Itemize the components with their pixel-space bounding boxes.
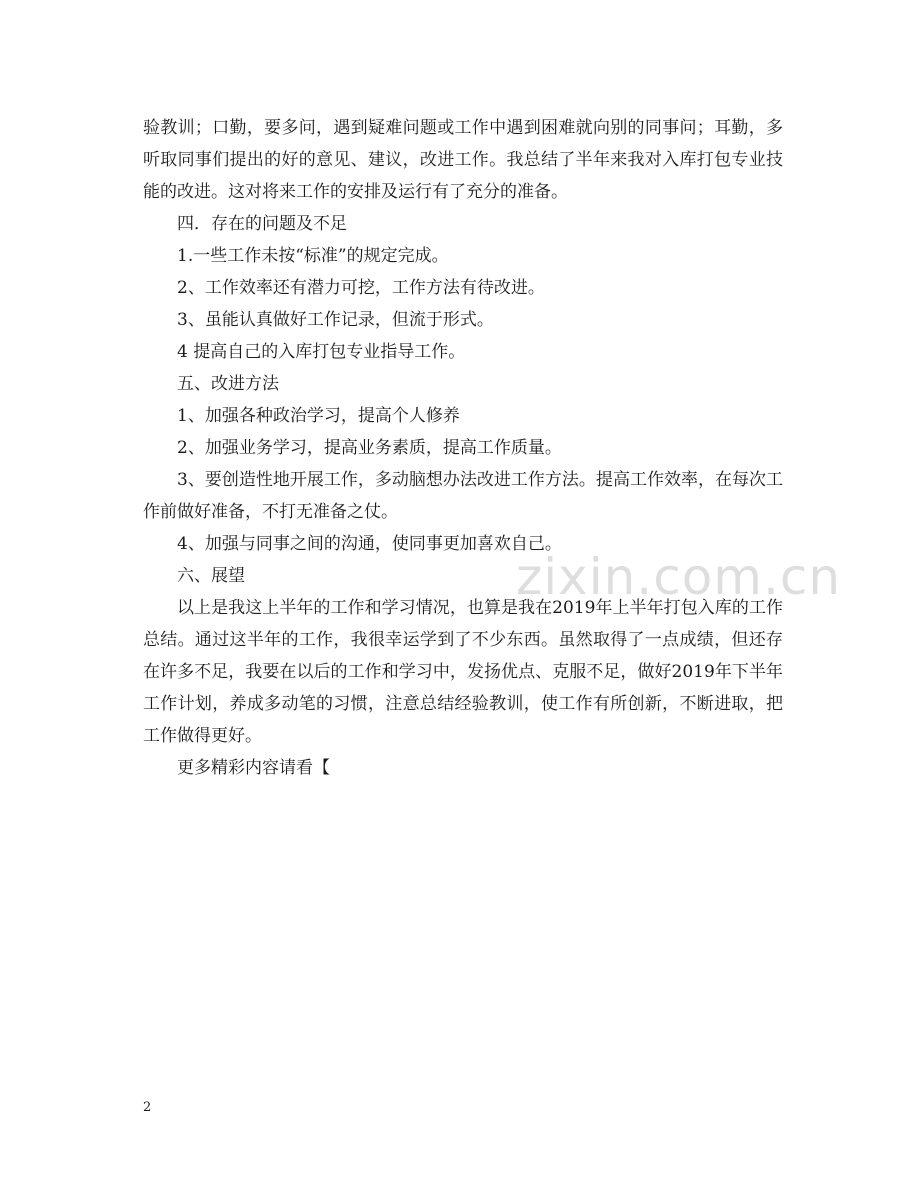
- list-item-improvement-1: 1、加强各种政治学习，提高个人修养: [177, 406, 460, 426]
- page-number: 2: [143, 1100, 152, 1115]
- list-item-problem-1: 1.一些工作未按“标准”的规定完成。: [177, 246, 449, 266]
- document-body: [143, 112, 783, 784]
- list-item-improvement-3: 3、要创造性地开展工作，多动脑想办法改进工作方法。提高工作效率，在每次工作前做好准备，不打无准备之仗。: [143, 470, 783, 522]
- list-item-problem-2: 2、工作效率还有潜力可挖，工作方法有待改进。: [177, 278, 545, 298]
- paragraph-outlook: 以上是我这上半年的工作和学习情况，也算是我在2019年上半年打包入库的工作总结。通过这半年的工作，我很幸运学到了不少东西。虽然取得了一点成绩，但还存在许多不足，我要在以后的工作和学习中，发扬优点、克服不足，做好2019年下半年工作计划，养成多动笔的习惯，注意总结经验教训，使工作有所创新，不断进取，把工作做得更好。: [143, 598, 783, 746]
- list-item-problem-4: 4 提高自己的入库打包专业指导工作。: [177, 342, 466, 362]
- paragraph-continuation: 验教训；口勤，要多问，遇到疑难问题或工作中遇到困难就向别的同事问；耳勤，多听取同事们提出的好的意见、建议，改进工作。我总结了半年来我对入库打包专业技能的改进。这对将来工作的安排及运行有了充分的准备。: [143, 118, 783, 202]
- list-item-improvement-4: 4、加强与同事之间的沟通，使同事更加喜欢自己。: [177, 534, 562, 554]
- more-content-link-text: 更多精彩内容请看【: [177, 758, 330, 778]
- list-item-problem-3: 3、虽能认真做好工作记录，但流于形式。: [177, 310, 494, 330]
- section-heading-outlook: 六、展望: [177, 566, 245, 586]
- section-heading-improvements: 五、改进方法: [177, 374, 279, 394]
- section-heading-problems: 四．存在的问题及不足: [177, 214, 347, 234]
- watermark-text: zixin.com.cn: [516, 548, 842, 606]
- list-item-improvement-2: 2、加强业务学习，提高业务素质，提高工作质量。: [177, 438, 562, 458]
